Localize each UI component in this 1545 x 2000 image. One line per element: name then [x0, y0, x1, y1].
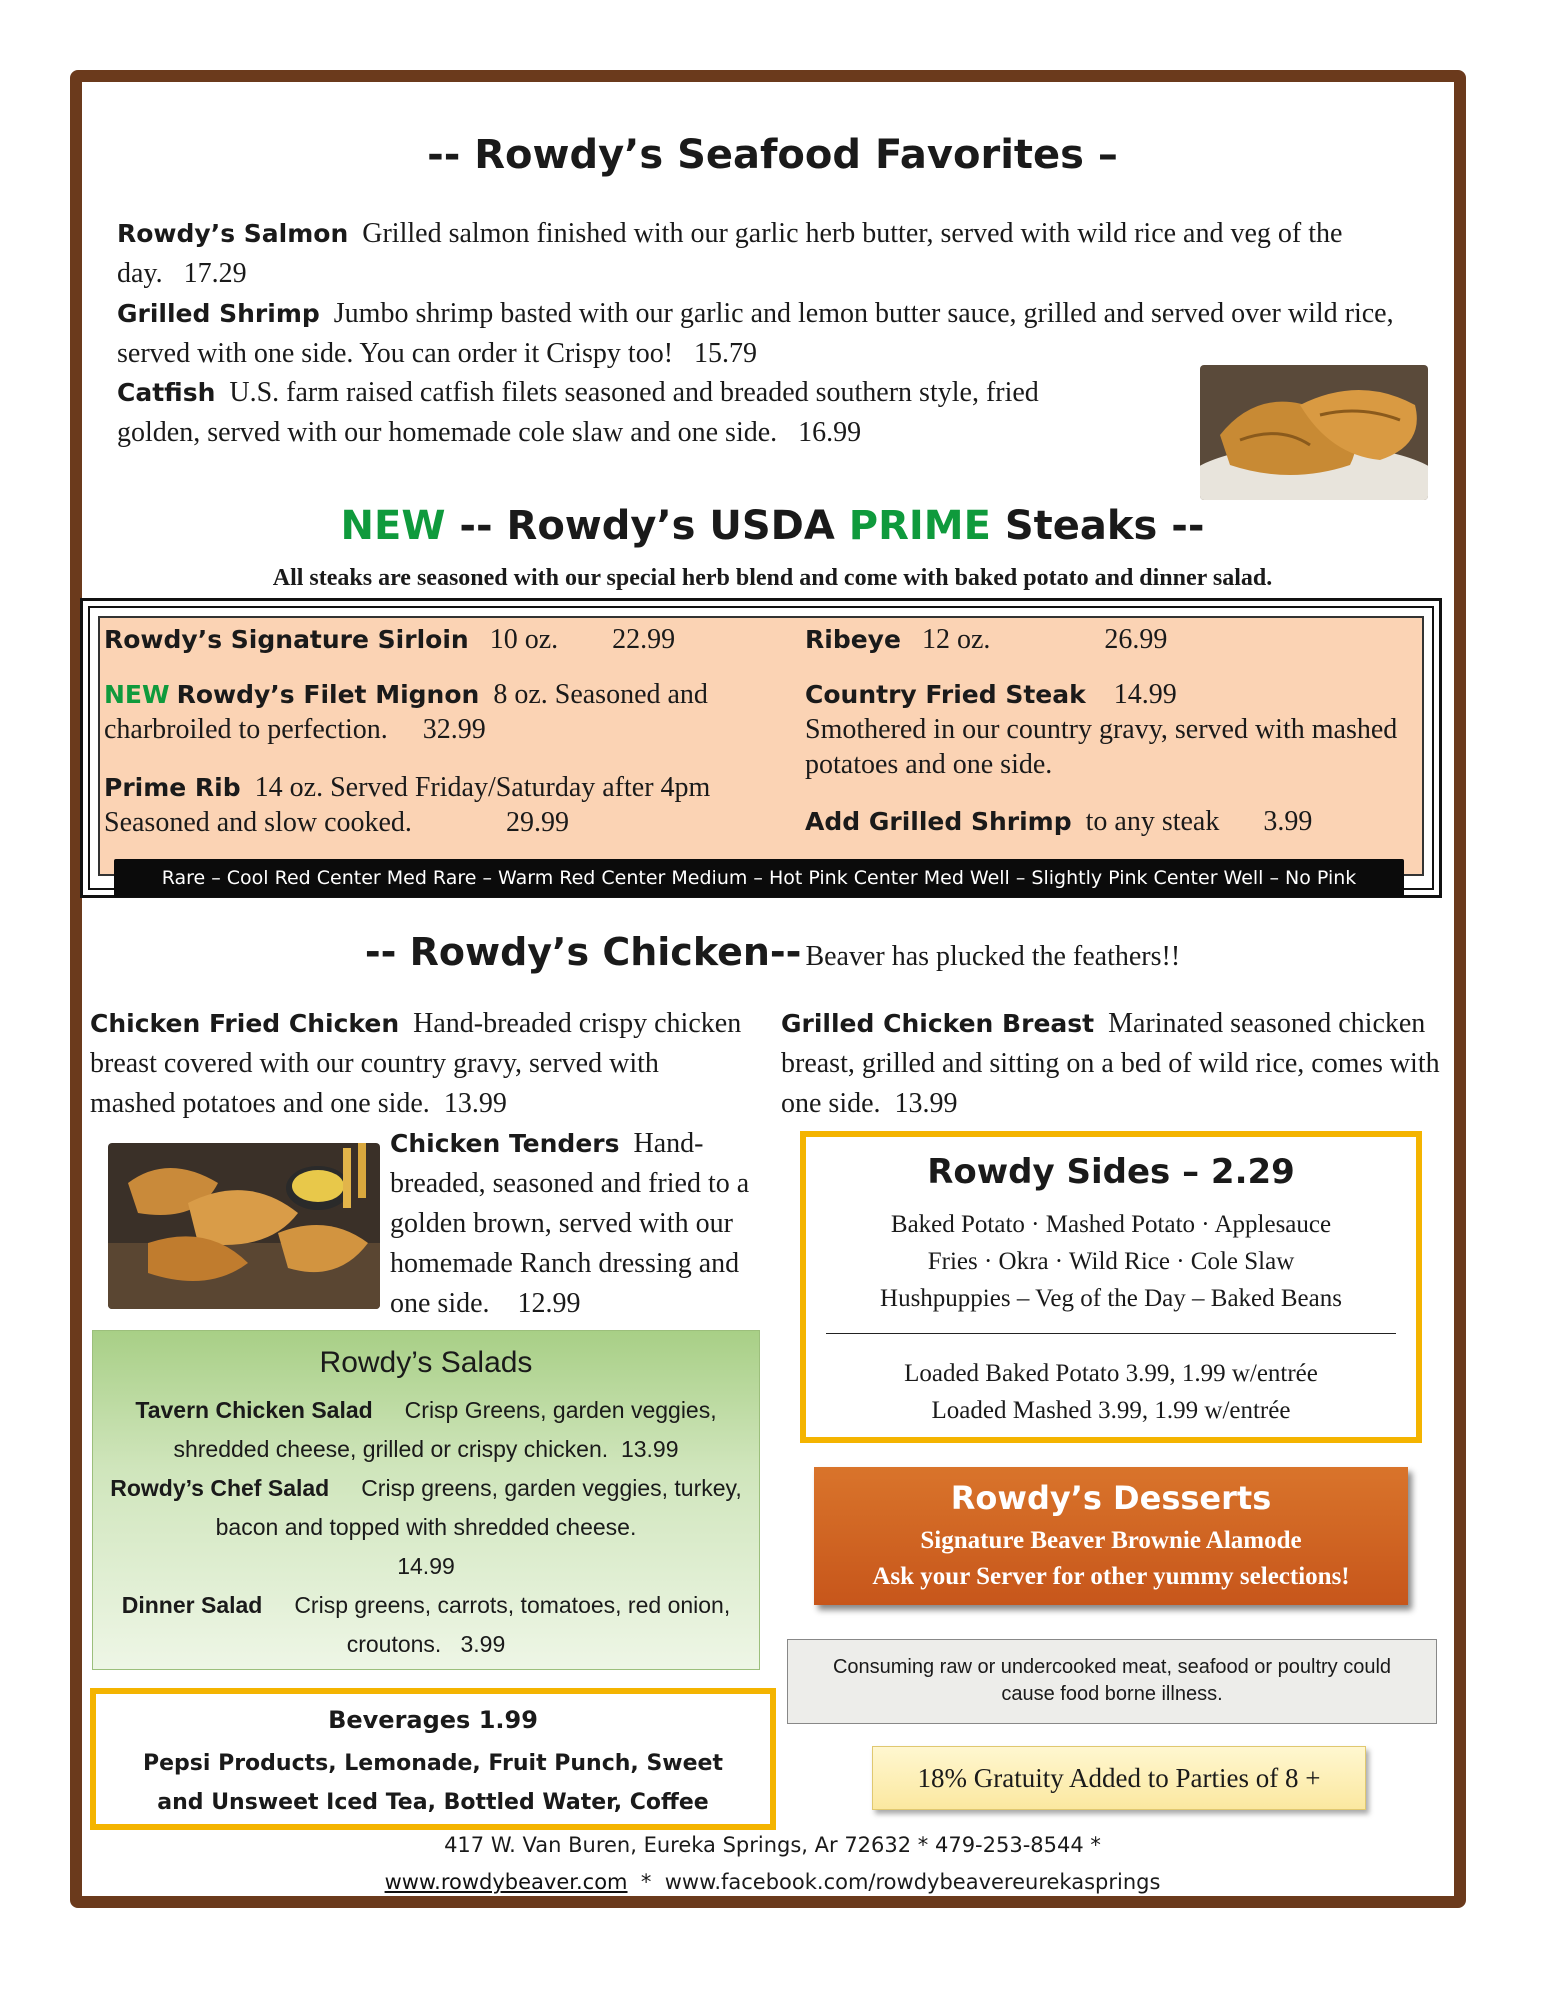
- beverages-title: Beverages 1.99: [328, 1706, 538, 1734]
- primerib-name: Prime Rib: [104, 773, 241, 802]
- sides-list: [800, 1206, 1422, 1317]
- tenders-price: 12.99: [517, 1288, 581, 1319]
- steak-filet: [104, 677, 744, 747]
- chicken-tenders: [390, 1124, 760, 1324]
- cfc-price: 13.99: [443, 1088, 507, 1119]
- salad-chef: [110, 1469, 742, 1586]
- countryfried-name: Country Fried Steak: [805, 680, 1086, 709]
- steaks-title-b: Steaks --: [990, 503, 1205, 549]
- salmon-price: 17.29: [183, 258, 247, 289]
- gratuity-note: 18% Gratuity Added to Parties of 8 +: [872, 1746, 1366, 1810]
- ribeye-size: 12 oz.: [921, 624, 991, 655]
- salmon-name: Rowdy’s Salmon: [117, 219, 349, 248]
- chef-desc: Crisp greens, garden veggies, turkey, bacon and topped with shredded cheese.: [215, 1475, 742, 1540]
- steaks-new-tag: NEW: [340, 503, 446, 549]
- addshrimp-name: Add Grilled Shrimp: [805, 807, 1072, 836]
- filet-price: 32.99: [422, 714, 486, 745]
- chicken-title: -- Rowdy’s Chicken--: [364, 930, 802, 974]
- steaks-subtitle: All steaks are seasoned with our special herb blend and come with baked potato and dinner salad.: [272, 565, 1273, 591]
- tenders-name: Chicken Tenders: [390, 1129, 620, 1158]
- addshrimp-desc: to any steak: [1085, 806, 1220, 837]
- sirloin-size: 10 oz.: [489, 624, 559, 655]
- sides-loaded: [800, 1355, 1422, 1429]
- grilled-desc: Marinated seasoned chicken breast, grilled and sitting on a bed of wild rice, comes with one side.: [781, 1008, 1440, 1119]
- salmon-desc: Grilled salmon finished with our garlic herb butter, served with wild rice and veg of the day.: [117, 218, 1343, 289]
- sides-line-3: Hushpuppies – Veg of the Day – Baked Beans: [880, 1285, 1342, 1312]
- sirloin-name: Rowdy’s Signature Sirloin: [104, 625, 469, 654]
- desserts-line-1: Signature Beaver Brownie Alamode: [920, 1527, 1302, 1554]
- catfish-photo: [1200, 365, 1428, 500]
- salad-tavern: [110, 1391, 742, 1469]
- salad-dinner: [110, 1586, 742, 1664]
- tavern-desc: Crisp Greens, garden veggies, shredded cheese, grilled or crispy chicken.: [173, 1397, 717, 1462]
- seafood-item-salmon: [117, 214, 1407, 294]
- steak-countryfried: [805, 677, 1405, 782]
- salads-title: Rowdy’s Salads: [319, 1346, 533, 1379]
- chicken-heading: [0, 930, 1545, 974]
- seafood-title: -- Rowdy’s Seafood Favorites –: [427, 132, 1118, 178]
- catfish-name: Catfish: [117, 378, 216, 407]
- loaded-mashed: Loaded Mashed 3.99, 1.99 w/entrée: [931, 1397, 1291, 1424]
- tavern-name: Tavern Chicken Salad: [135, 1397, 373, 1423]
- sides-line-2: Fries · Okra · Wild Rice · Cole Slaw: [927, 1248, 1295, 1275]
- shrimp-name: Grilled Shrimp: [117, 299, 320, 328]
- facebook-link[interactable]: www.facebook.com/rowdybeavereurekasprings: [664, 1870, 1161, 1894]
- steaks-prime-tag: PRIME: [848, 503, 991, 549]
- primerib-price: 29.99: [505, 807, 569, 838]
- cfc-desc: Hand-breaded crispy chicken breast covered with our country gravy, served with mashed potatoes and one side.: [90, 1008, 742, 1119]
- footer-links: [0, 1870, 1545, 1894]
- website-link[interactable]: www.rowdybeaver.com: [384, 1870, 628, 1894]
- countryfried-price: 14.99: [1113, 679, 1177, 710]
- chicken-tagline: Beaver has plucked the feathers!!: [805, 941, 1181, 972]
- chicken-tenders-photo: [108, 1143, 380, 1309]
- steak-sirloin: [104, 620, 784, 660]
- seafood-item-catfish: [117, 373, 1117, 453]
- catfish-desc: U.S. farm raised catfish filets seasoned and breaded southern style, fried golden, served with our homemade cole slaw and one side.: [117, 377, 1039, 448]
- steak-addshrimp: [805, 804, 1405, 839]
- seafood-item-shrimp: [117, 294, 1417, 374]
- primerib-desc: 14 oz. Served Friday/Saturday after 4pm Seasoned and slow cooked.: [104, 772, 711, 838]
- filet-new-tag: NEW: [104, 680, 170, 709]
- desserts-line-2: Ask your Server for other yummy selections!: [872, 1563, 1350, 1590]
- countryfried-desc: Smothered in our country gravy, served with mashed potatoes and one side.: [805, 714, 1398, 780]
- sirloin-price: 22.99: [612, 624, 676, 655]
- footer-separator: *: [627, 1870, 665, 1894]
- warning-text: Consuming raw or undercooked meat, seafood or poultry could cause food borne illness.: [832, 1656, 1392, 1705]
- dinner-desc: Crisp greens, carrots, tomatoes, red onion, croutons.: [294, 1592, 731, 1657]
- shrimp-price: 15.79: [694, 338, 758, 369]
- tavern-price: 13.99: [620, 1436, 679, 1462]
- tenders-desc: Hand-breaded, seasoned and fried to a golden brown, served with our homemade Ranch dressing and one side.: [390, 1128, 750, 1319]
- beverages-desc: Pepsi Products, Lemonade, Fruit Punch, Sweet and Unsweet Iced Tea, Bottled Water, Coffee: [143, 1751, 723, 1815]
- ribeye-name: Ribeye: [805, 625, 901, 654]
- grilled-name: Grilled Chicken Breast: [781, 1009, 1095, 1038]
- dinner-name: Dinner Salad: [121, 1592, 263, 1618]
- ribeye-price: 26.99: [1104, 624, 1168, 655]
- footer-address: 417 W. Van Buren, Eureka Springs, Ar 72632 * 479-253-8544 *: [444, 1833, 1101, 1857]
- grilled-chicken-breast: [781, 1004, 1441, 1124]
- sides-title: Rowdy Sides – 2.29: [927, 1152, 1295, 1192]
- chef-name: Rowdy’s Chef Salad: [110, 1475, 330, 1501]
- cfc-name: Chicken Fried Chicken: [90, 1009, 400, 1038]
- desserts-title: Rowdy’s Desserts: [950, 1479, 1272, 1517]
- desserts-box: [814, 1467, 1408, 1605]
- sides-line-1: Baked Potato · Mashed Potato · Applesauce: [890, 1211, 1332, 1238]
- dinner-price: 3.99: [460, 1631, 506, 1657]
- doneness-bar: Rare – Cool Red Center Med Rare – Warm Red Center Medium – Hot Pink Center Med Well – Slightly Pink Center Well – No Pink: [114, 859, 1404, 897]
- addshrimp-price: 3.99: [1263, 806, 1313, 837]
- food-safety-warning: [787, 1639, 1437, 1724]
- steaks-title-a: -- Rowdy’s USDA: [445, 503, 849, 549]
- grilled-price: 13.99: [894, 1088, 958, 1119]
- chicken-fried-chicken: [90, 1004, 750, 1124]
- filet-name: Rowdy’s Filet Mignon: [176, 680, 480, 709]
- shrimp-desc: Jumbo shrimp basted with our garlic and lemon butter sauce, grilled and served over wild rice, served with one side. You can order it Crispy too!: [117, 298, 1394, 369]
- loaded-baked: Loaded Baked Potato 3.99, 1.99 w/entrée: [904, 1360, 1318, 1387]
- steak-ribeye: [805, 620, 1405, 660]
- sides-divider: [826, 1333, 1396, 1334]
- steaks-title: [0, 503, 1545, 549]
- steak-primerib: [104, 770, 794, 840]
- chef-price: 14.99: [397, 1553, 455, 1579]
- catfish-price: 16.99: [798, 417, 862, 448]
- filet-desc: 8 oz. Seasoned and charbroiled to perfection.: [104, 679, 708, 745]
